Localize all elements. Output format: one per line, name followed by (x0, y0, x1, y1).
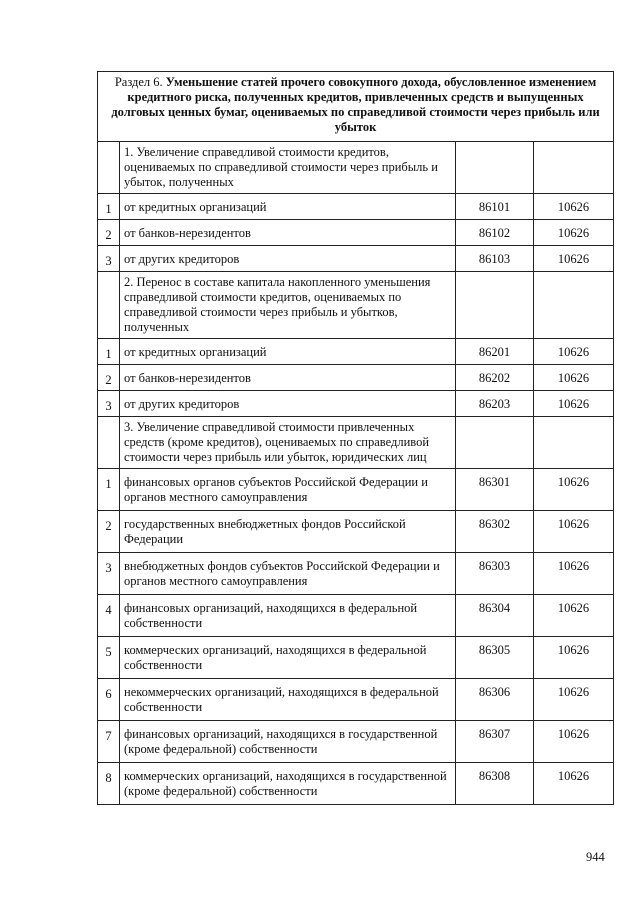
group-symbol-cell (534, 272, 614, 339)
table-row (98, 339, 614, 365)
symbol-code: 10626 (534, 721, 614, 763)
table-row (98, 365, 614, 391)
row-number: 6 (98, 679, 120, 721)
row-number: 3 (98, 246, 120, 272)
group-heading: 2. Перенос в составе капитала накопленного уменьшения справедливой стоимости кредитов, оцениваемых по справедливой стоимости через прибыль и убытков, полученных (120, 272, 456, 339)
group-heading: 3. Увеличение справедливой стоимости привлеченных средств (кроме кредитов), оцениваемых по справедливой стоимости через прибыль или убыток, юридических лиц (120, 417, 456, 469)
section-title: Уменьшение статей прочего совокупного дохода, обусловленное изменением кредитного риска, полученных кредитов, привлеченных средств и выпущенных долговых ценных бумаг, оцениваемых по справедливой стоимости через прибыль или убыток (111, 75, 600, 134)
symbol-code: 10626 (534, 763, 614, 805)
table-row (98, 220, 614, 246)
account-number: 86306 (456, 679, 534, 721)
group-symbol-cell (534, 417, 614, 469)
account-number: 86103 (456, 246, 534, 272)
table-row (98, 595, 614, 637)
row-description: от других кредиторов (120, 391, 456, 417)
group-account-cell (456, 142, 534, 194)
row-number: 4 (98, 595, 120, 637)
section-prefix: Раздел 6. (114, 75, 163, 89)
row-number: 2 (98, 365, 120, 391)
row-number: 8 (98, 763, 120, 805)
row-description: от кредитных организаций (120, 339, 456, 365)
table-row (98, 511, 614, 553)
symbol-code: 10626 (534, 339, 614, 365)
account-number: 86307 (456, 721, 534, 763)
row-description: коммерческих организаций, находящихся в государственной (кроме федеральной) собственности (120, 763, 456, 805)
page-number: 944 (586, 850, 605, 864)
row-description: от других кредиторов (120, 246, 456, 272)
row-description: от банков-нерезидентов (120, 220, 456, 246)
row-number: 2 (98, 511, 120, 553)
group-account-cell (456, 417, 534, 469)
account-number: 86201 (456, 339, 534, 365)
table-row (98, 679, 614, 721)
table-row (98, 469, 614, 511)
group-heading-row (98, 417, 614, 469)
group-heading-row (98, 272, 614, 339)
row-number: 2 (98, 220, 120, 246)
group-heading: 1. Увеличение справедливой стоимости кредитов, оцениваемых по справедливой стоимости через прибыль и убыток, полученных (120, 142, 456, 194)
group-symbol-cell (534, 142, 614, 194)
table-row (98, 721, 614, 763)
row-description: от банков-нерезидентов (120, 365, 456, 391)
group-heading-row (98, 142, 614, 194)
table-row (98, 637, 614, 679)
symbol-code: 10626 (534, 679, 614, 721)
account-number: 86301 (456, 469, 534, 511)
row-number: 1 (98, 339, 120, 365)
symbol-code: 10626 (534, 637, 614, 679)
account-number: 86102 (456, 220, 534, 246)
row-number: 1 (98, 469, 120, 511)
row-number: 5 (98, 637, 120, 679)
symbol-code: 10626 (534, 391, 614, 417)
account-number: 86202 (456, 365, 534, 391)
group-num-cell (98, 272, 120, 339)
account-number: 86304 (456, 595, 534, 637)
account-number: 86101 (456, 194, 534, 220)
symbol-code: 10626 (534, 511, 614, 553)
account-number: 86302 (456, 511, 534, 553)
table-row (98, 763, 614, 805)
symbol-code: 10626 (534, 553, 614, 595)
symbol-code: 10626 (534, 365, 614, 391)
table-row (98, 553, 614, 595)
row-number: 7 (98, 721, 120, 763)
section-header-row (98, 72, 614, 142)
account-number: 86203 (456, 391, 534, 417)
row-description: государственных внебюджетных фондов Российской Федерации (120, 511, 456, 553)
section-table-body (98, 72, 614, 805)
account-number: 86305 (456, 637, 534, 679)
table-row (98, 391, 614, 417)
symbol-code: 10626 (534, 246, 614, 272)
row-description: финансовых органов субъектов Российской Федерации и органов местного самоуправления (120, 469, 456, 511)
symbol-code: 10626 (534, 469, 614, 511)
account-number: 86303 (456, 553, 534, 595)
section-table (97, 71, 614, 805)
group-num-cell (98, 417, 120, 469)
group-num-cell (98, 142, 120, 194)
row-number: 3 (98, 391, 120, 417)
row-description: от кредитных организаций (120, 194, 456, 220)
row-description: финансовых организаций, находящихся в государственной (кроме федеральной) собственности (120, 721, 456, 763)
group-account-cell (456, 272, 534, 339)
symbol-code: 10626 (534, 220, 614, 246)
row-description: коммерческих организаций, находящихся в федеральной собственности (120, 637, 456, 679)
section-header-cell (98, 72, 614, 142)
row-number: 1 (98, 194, 120, 220)
row-number: 3 (98, 553, 120, 595)
table-row (98, 194, 614, 220)
symbol-code: 10626 (534, 194, 614, 220)
account-number: 86308 (456, 763, 534, 805)
row-description: некоммерческих организаций, находящихся в федеральной собственности (120, 679, 456, 721)
table-row (98, 246, 614, 272)
row-description: финансовых организаций, находящихся в федеральной собственности (120, 595, 456, 637)
row-description: внебюджетных фондов субъектов Российской Федерации и органов местного самоуправления (120, 553, 456, 595)
symbol-code: 10626 (534, 595, 614, 637)
